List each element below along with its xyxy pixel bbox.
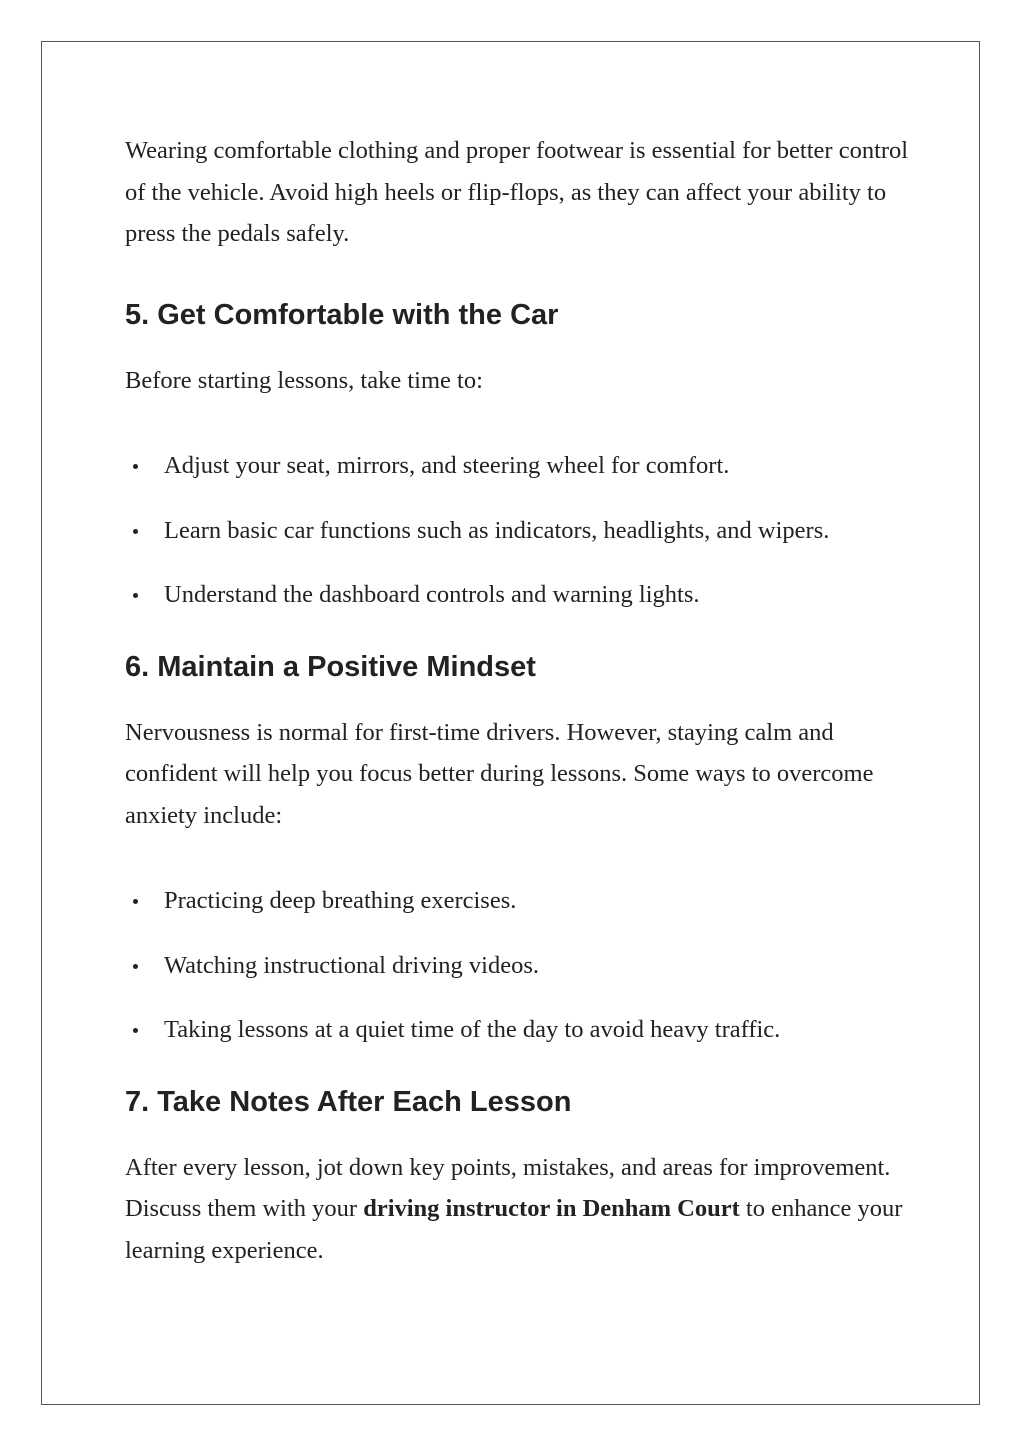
list-item-text: Taking lessons at a quiet time of the day to avoid heavy traffic. [164,1016,781,1043]
list-item-text: Adjust your seat, mirrors, and steering wheel for comfort. [164,452,730,479]
section-5-paragraph: Before starting lessons, take time to: [125,366,483,394]
bullet-icon [133,593,138,598]
list-item [125,880,915,922]
list-item [125,945,915,987]
document-content [125,130,915,1271]
bullet-icon [133,899,138,904]
section-6-heading: 6. Maintain a Positive Mindset [125,650,536,683]
bullet-icon [133,529,138,534]
intro-paragraph: Wearing comfortable clothing and proper footwear is essential for better control of the vehicle. Avoid high heels or flip-flops, as they can affect your ability to press the pedals safely. [125,137,909,247]
list-item [125,445,915,487]
instructor-highlight: driving instructor in Denham Court [363,1195,740,1222]
bullet-icon [133,1028,138,1033]
section-5-heading: 5. Get Comfortable with the Car [125,298,559,331]
list-item [125,510,915,552]
section-6-list [125,880,915,1051]
section-6-paragraph: Nervousness is normal for first-time drivers. However, staying calm and confident will help you focus better during lessons. Some ways to overcome anxiety include: [125,718,874,829]
section-5-list [125,445,915,616]
list-item [125,574,915,616]
list-item-text: Understand the dashboard controls and warning lights. [164,581,700,608]
section-7-text-before: After every lesson, jot down key points, mistakes, and areas for improvement. Discuss them with your [125,1153,891,1222]
list-item-text: Watching instructional driving videos. [164,951,539,979]
bullet-icon [133,464,138,469]
list-item [125,1009,915,1051]
list-item-text: Practicing deep breathing exercises. [164,887,517,914]
bullet-icon [133,964,138,969]
section-7-text-after: to enhance your learning experience. [125,1195,903,1264]
page-frame [41,41,980,1405]
list-item-text: Learn basic car functions such as indicators, headlights, and wipers. [164,516,830,544]
section-7-paragraph [125,1147,915,1272]
section-7-heading: 7. Take Notes After Each Lesson [125,1085,572,1118]
